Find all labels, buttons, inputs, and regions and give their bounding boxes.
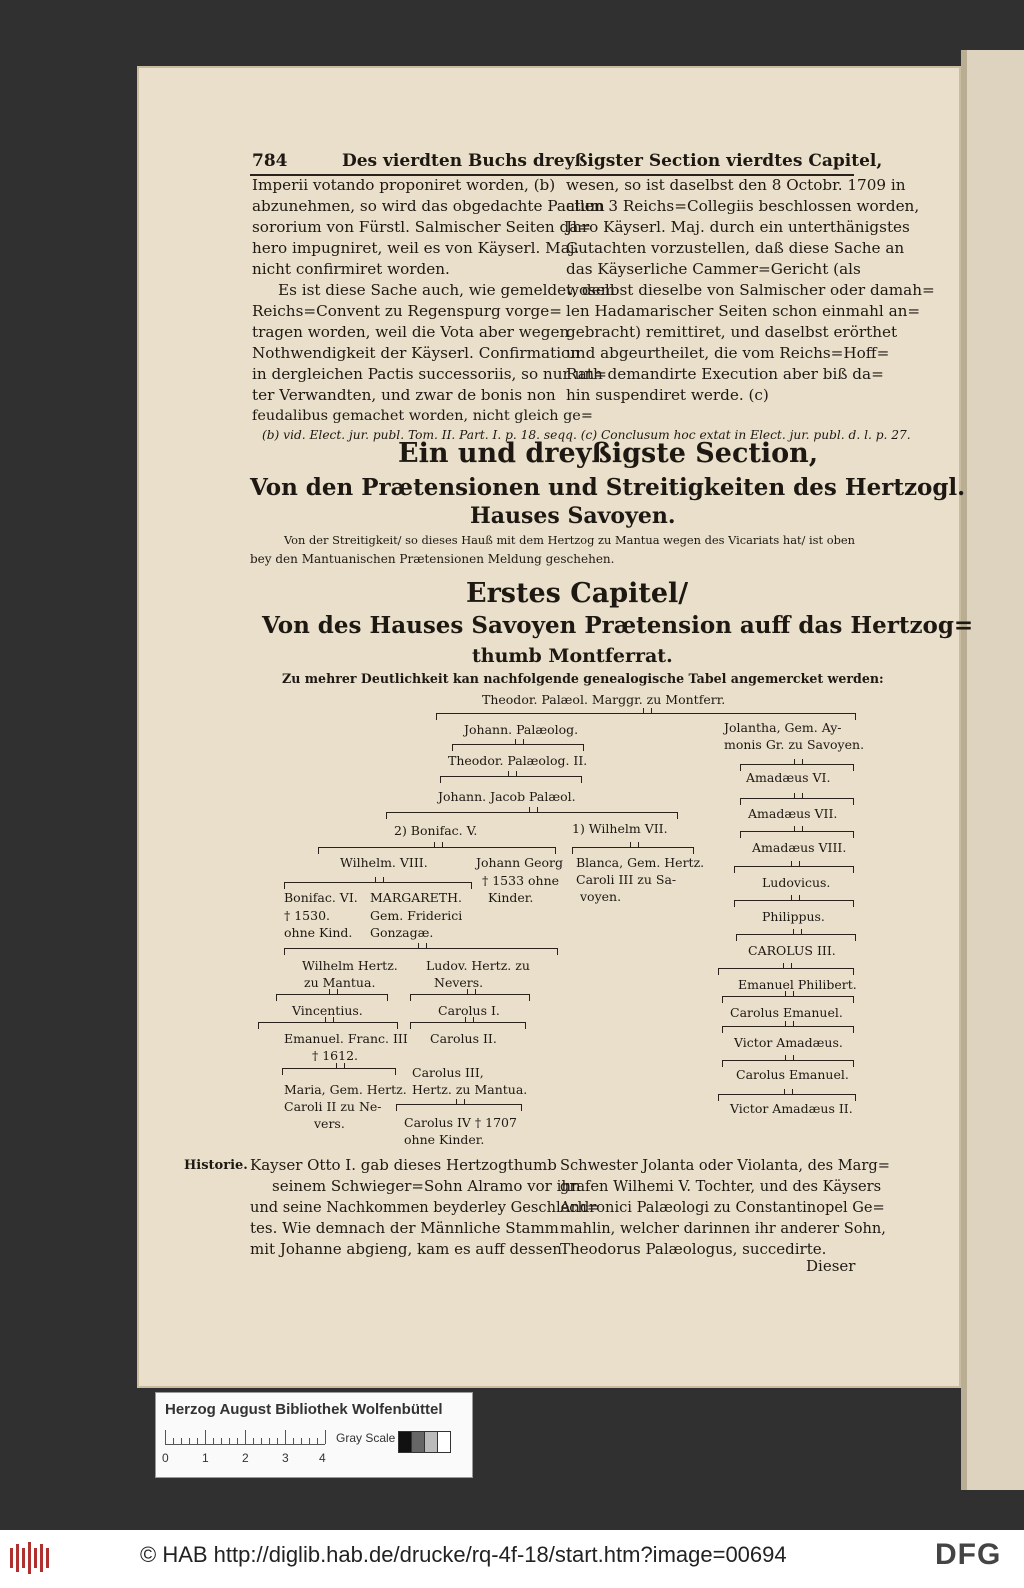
tree-bracket: [386, 812, 678, 819]
section-title: Ein und dreyßigste Section,: [398, 438, 819, 469]
tree-node: Gem. Friderici: [370, 908, 463, 923]
tree-node: ohne Kind.: [284, 925, 353, 940]
text-line: abzunehmen, so wird das obgedachte Pactum: [252, 197, 605, 215]
text-line: nicht confirmiret worden.: [252, 260, 450, 278]
text-line: Schwester Jolanta oder Violanta, des Marg=: [560, 1157, 890, 1174]
tree-node: Ludovicus.: [762, 875, 831, 890]
gray-swatch: [411, 1431, 425, 1453]
tree-node: Johann. Palæolog.: [464, 722, 579, 737]
text-line: Gutachten vorzustellen, daß diese Sache an: [566, 239, 905, 257]
gray-swatch: [437, 1431, 451, 1453]
hab-logo-icon: [8, 1540, 50, 1576]
tree-bracket: [410, 1022, 526, 1029]
tree-node: vers.: [314, 1116, 345, 1131]
tree-node: Maria, Gem. Hertz.: [284, 1082, 407, 1097]
tree-node: Blanca, Gem. Hertz.: [576, 855, 705, 870]
tree-node: † 1530.: [284, 908, 331, 923]
tree-node: Kinder.: [488, 890, 534, 905]
tree-bracket: [718, 968, 854, 975]
tree-node: zu Mantua.: [304, 975, 376, 990]
tree-node: CAROLUS III.: [748, 943, 836, 958]
tree-bracket: [722, 1026, 854, 1033]
tree-node: Caroli III zu Sa-: [576, 872, 677, 887]
text-line: mit Johanne abgieng, kam es auff dessen: [250, 1240, 562, 1258]
tree-node: Carolus IV † 1707: [404, 1115, 517, 1130]
tree-node: Philippus.: [762, 909, 825, 924]
gray-swatch: [424, 1431, 438, 1453]
tree-bracket: [722, 1060, 854, 1067]
text-line: Andronici Palæologi zu Constantinopel Ge=: [560, 1199, 885, 1216]
tree-node: 2) Bonifac. V.: [394, 823, 478, 838]
tree-node: MARGARETH.: [370, 890, 462, 905]
footnotes: (b) vid. Elect. jur. publ. Tom. II. Part. I. p. 18. seqq. (c) Conclusum hoc extat in Elect. jur. publ. d. l. p. 27.: [262, 428, 911, 442]
text-line: tes. Wie demnach der Männliche Stamm: [250, 1219, 559, 1237]
tree-bracket: [318, 847, 556, 854]
tree-bracket: [276, 994, 388, 1001]
tree-node: Johann Georg: [476, 855, 563, 870]
text-line: gebracht) remittiret, und daselbst erörthet: [566, 323, 898, 341]
scale-number: 1: [202, 1451, 209, 1465]
tree-node: Hertz. zu Mantua.: [412, 1082, 528, 1097]
tree-node: Wilhelm Hertz.: [302, 958, 398, 973]
tree-node: Bonifac. VI.: [284, 890, 358, 905]
tree-node: † 1533 ohne: [482, 873, 560, 888]
table-intro: Zu mehrer Deutlichkeit kan nachfolgende genealogische Tabel angemercket werden:: [282, 671, 884, 686]
text-line: allen 3 Reichs=Collegiis beschlossen worden,: [566, 197, 920, 215]
text-line: Jhro Käyserl. Maj. durch ein unterthänigstes: [566, 218, 910, 236]
tree-bracket: [740, 798, 854, 805]
tree-node: Carolus II.: [430, 1031, 497, 1046]
text-line: seinem Schwieger=Sohn Alramo vor ihn: [272, 1177, 581, 1195]
tree-node: Emanuel. Franc. III: [284, 1031, 408, 1046]
tree-node: † 1612.: [312, 1048, 359, 1063]
text-line: Theodorus Palæologus, succedirte.: [560, 1240, 827, 1258]
tree-bracket: [436, 713, 856, 720]
tree-bracket: [396, 1104, 522, 1111]
text-line: Nothwendigkeit der Käyserl. Confirmation: [252, 344, 580, 362]
gray-scale-label: Gray Scale: [336, 1431, 396, 1445]
tree-node: Nevers.: [434, 975, 484, 990]
section-subtitle-2: Hauses Savoyen.: [470, 503, 676, 529]
page-number: 784: [252, 151, 288, 171]
text-line: wesen, so ist daselbst den 8 Octobr. 1709 in: [566, 176, 906, 194]
text-line: und abgeurtheilet, die vom Reichs=Hoff=: [566, 344, 890, 362]
text-line: hero impugniret, weil es von Käyserl. Maj.: [252, 239, 580, 257]
tree-bracket: [572, 847, 694, 854]
text-line: woselbst dieselbe von Salmischer oder damah=: [566, 281, 935, 299]
measurement-ruler: [165, 1430, 325, 1445]
tree-node: ohne Kinder.: [404, 1132, 485, 1147]
tree-node: voyen.: [580, 889, 622, 904]
section-note-2: bey den Mantuanischen Prætensionen Meldung geschehen.: [250, 552, 615, 566]
tree-bracket: [736, 934, 856, 941]
tree-node: Theodor. Palæol. Marggr. zu Montferr.: [482, 692, 726, 707]
dfg-logo: DFG: [935, 1538, 1002, 1571]
text-line: und seine Nachkommen beyderley Geschlech=: [250, 1199, 600, 1216]
library-scale-card: [155, 1392, 473, 1478]
tree-node: Wilhelm. VIII.: [340, 855, 428, 870]
scale-number: 0: [162, 1451, 169, 1465]
tree-bracket: [440, 776, 582, 783]
historie-label: Historie.: [184, 1158, 248, 1173]
tree-node: Caroli II zu Ne-: [284, 1099, 382, 1114]
text-line: len Hadamarischer Seiten schon einmahl an=: [566, 302, 921, 320]
tree-node: Victor Amadæus.: [734, 1035, 843, 1050]
chapter-title: Erstes Capitel/: [466, 578, 689, 609]
tree-bracket: [284, 948, 558, 955]
tree-node: Amadæus VIII.: [752, 840, 847, 855]
tree-bracket: [722, 996, 854, 1003]
tree-node: Ludov. Hertz. zu: [426, 958, 530, 973]
tree-node: monis Gr. zu Savoyen.: [724, 737, 865, 752]
tree-bracket: [734, 900, 854, 907]
chapter-subtitle-2: thumb Montferrat.: [472, 645, 673, 667]
tree-bracket: [718, 1094, 856, 1101]
tree-node: Theodor. Palæolog. II.: [448, 753, 588, 768]
text-line: tragen worden, weil die Vota aber wegen: [252, 323, 570, 341]
scale-number: 3: [282, 1451, 289, 1465]
tree-node: Carolus I.: [438, 1003, 500, 1018]
text-line: Kayser Otto I. gab dieses Hertzogthumb: [250, 1156, 557, 1174]
tree-node: Johann. Jacob Palæol.: [438, 789, 576, 804]
facing-page-edge: [961, 50, 1024, 1490]
tree-bracket: [410, 994, 530, 1001]
tree-bracket: [282, 1068, 396, 1075]
text-line: Reichs=Convent zu Regenspurg vorge=: [252, 302, 562, 320]
tree-node: 1) Wilhelm VII.: [572, 821, 668, 836]
running-header: Des vierdten Buchs dreyßigster Section vierdtes Capitel,: [342, 151, 883, 171]
text-line: das Käyserliche Cammer=Gericht (als: [566, 260, 861, 278]
citation-link[interactable]: © HAB http://diglib.hab.de/drucke/rq-4f-18/start.htm?image=00694: [140, 1542, 787, 1567]
footer-bar: [0, 1530, 1024, 1588]
tree-node: Victor Amadæus II.: [730, 1101, 853, 1116]
text-line: feudalibus gemachet worden, nicht gleich ge=: [252, 408, 593, 424]
scale-number: 2: [242, 1451, 249, 1465]
tree-bracket: [284, 882, 472, 889]
tree-node: Carolus Emanuel.: [736, 1067, 849, 1082]
tree-node: Amadæus VI.: [746, 770, 831, 785]
text-line: sororium von Fürstl. Salmischer Seiten da=: [252, 218, 591, 236]
chapter-subtitle: Von des Hauses Savoyen Prætension auff das Hertzog=: [262, 612, 974, 639]
tree-node: Carolus Emanuel.: [730, 1005, 843, 1020]
text-line: grafen Wilhemi V. Tochter, und des Käysers: [560, 1178, 882, 1195]
tree-node: Jolantha, Gem. Ay-: [724, 720, 842, 735]
tree-node: Carolus III,: [412, 1065, 484, 1080]
section-note: Von der Streitigkeit/ so dieses Hauß mit dem Hertzog zu Mantua wegen des Vicariats hat/ ist oben: [284, 533, 855, 547]
tree-bracket: [258, 1022, 398, 1029]
tree-node: Emanuel Philibert.: [738, 977, 857, 992]
text-line: ter Verwandten, und zwar de bonis non: [252, 386, 556, 404]
scale-number: 4: [319, 1451, 326, 1465]
tree-bracket: [740, 831, 854, 838]
tree-node: Vincentius.: [292, 1003, 363, 1018]
text-line: Rath demandirte Execution aber biß da=: [566, 365, 884, 383]
text-line: hin suspendiret werde. (c): [566, 386, 769, 404]
tree-bracket: [452, 744, 584, 751]
library-name: Herzog August Bibliothek Wolfenbüttel: [165, 1401, 443, 1418]
tree-node: Gonzagæ.: [370, 925, 434, 940]
catchword: Dieser: [806, 1257, 856, 1275]
text-line: Es ist diese Sache auch, wie gemeldet, dem: [278, 281, 616, 299]
section-subtitle: Von den Prætensionen und Streitigkeiten des Hertzogl.: [250, 474, 966, 501]
text-line: mahlin, welcher darinnen ihr anderer Sohn,: [560, 1220, 886, 1237]
tree-bracket: [734, 866, 854, 873]
text-line: in dergleichen Pactis successoriis, so nur un=: [252, 365, 607, 383]
text-line: Imperii votando proponiret worden, (b): [252, 176, 556, 194]
tree-node: Amadæus VII.: [748, 806, 838, 821]
gray-swatch: [398, 1431, 412, 1453]
